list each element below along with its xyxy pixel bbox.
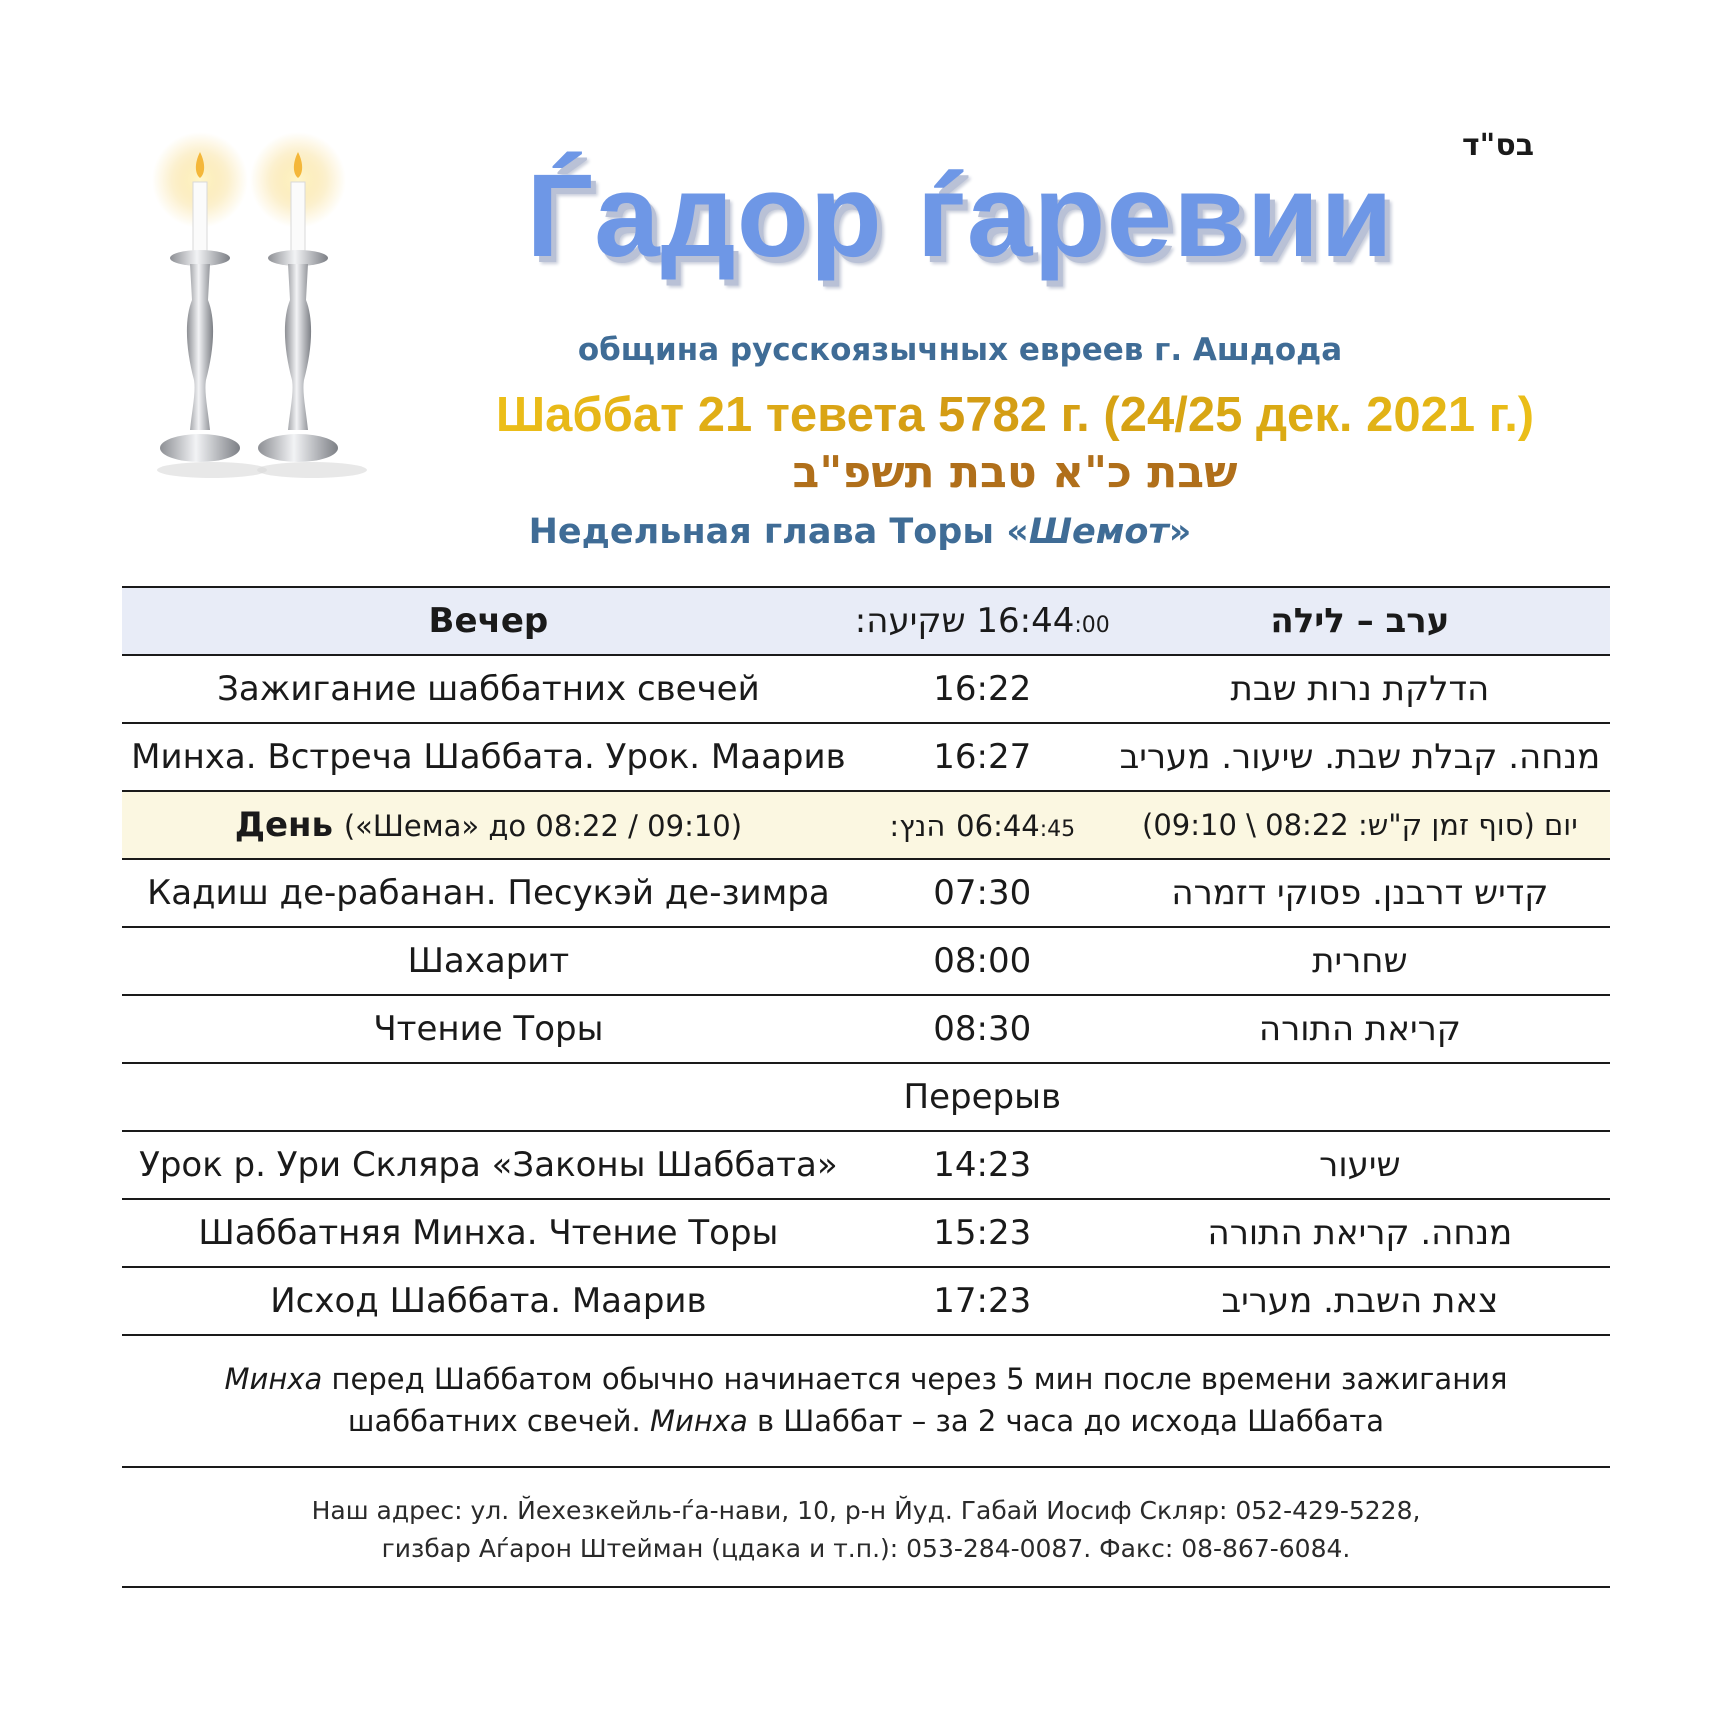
row-time: 08:30: [855, 995, 1110, 1063]
sunset-time: [855, 587, 1110, 655]
row-ru: Кадиш де-рабанан. Песукэй де-зимра: [122, 859, 855, 927]
table-row: [122, 995, 1610, 1063]
table-row: [122, 1199, 1610, 1267]
row-time: 14:23: [855, 1131, 1110, 1199]
sunrise-time-main: 06:44: [956, 809, 1040, 843]
row-he: שחרית: [1110, 927, 1610, 995]
row-time: 08:00: [855, 927, 1110, 995]
weekly-portion: [500, 512, 1220, 552]
parasha-name: Шемот: [1028, 512, 1169, 552]
evening-label-he: ערב – לילה: [1110, 587, 1610, 655]
date-russian: Шаббат 21 тевета 5782 г. (24/25 дек. 2021 г.): [420, 387, 1610, 443]
sunrise-time-seconds: :45: [1039, 817, 1076, 842]
footer-line-1: Наш адрес: ул. Йехезкейль-ѓа-нави, 10, р-н Йуд. Габай Иосиф Скляр: 052-429-5228,: [311, 1496, 1421, 1525]
parasha-prefix: Недельная глава Торы «: [528, 512, 1029, 552]
day-header-row: [122, 791, 1610, 859]
row-he: מנחה. קריאת התורה: [1110, 1199, 1610, 1267]
candlesticks-icon: [150, 130, 380, 500]
row-time: 16:27: [855, 723, 1110, 791]
day-label: [122, 791, 855, 859]
evening-label: Вечер: [122, 587, 855, 655]
table-row: [122, 723, 1610, 791]
day-label-he: יום (סוף זמן ק"ש: 08:22 \ 09:10): [1110, 791, 1610, 859]
sunset-time-seconds: :00: [1074, 613, 1110, 638]
sunrise-time: [855, 791, 1110, 859]
table-row: [122, 655, 1610, 723]
row-ru: Шаббатняя Минха. Чтение Торы: [122, 1199, 855, 1267]
note-minha-2: Минха: [649, 1404, 748, 1438]
sunset-time-main: 16:44: [976, 601, 1075, 641]
row-ru: Шахарит: [122, 927, 855, 995]
break-row: [122, 1063, 1610, 1131]
table-row: [122, 1267, 1610, 1335]
row-time: 17:23: [855, 1267, 1110, 1335]
shema-deadline: («Шема» до 08:22 / 09:10): [343, 809, 743, 843]
row-ru: Исход Шаббата. Маарив: [122, 1267, 855, 1335]
break-empty: [1110, 1063, 1610, 1131]
break-empty: [122, 1063, 855, 1131]
note-part-2: шаббатних свечей.: [347, 1404, 650, 1438]
row-ru: Чтение Торы: [122, 995, 855, 1063]
row-ru: Урок р. Ури Скляра «Законы Шаббата»: [122, 1131, 855, 1199]
day-label-bold: День: [234, 805, 334, 845]
row-time: 07:30: [855, 859, 1110, 927]
minha-note: [122, 1358, 1610, 1442]
contact-footer: [122, 1492, 1610, 1568]
break-label: Перерыв: [855, 1063, 1110, 1131]
row-he: קריאת התורה: [1110, 995, 1610, 1063]
table-row: [122, 859, 1610, 927]
date-hebrew: שבת כ"א טבת תשפ"ב: [792, 447, 1238, 498]
row-he: קדיש דרבנן. פסוקי דזמרה: [1110, 859, 1610, 927]
left-candle: [152, 132, 267, 478]
row-time: 16:22: [855, 655, 1110, 723]
evening-header-row: [122, 587, 1610, 655]
footer-line-2: гизбар Аѓарон Штейман (цдака и т.п.): 053-284-0087. Факс: 08-867-6084.: [381, 1534, 1351, 1563]
schedule-table: [122, 586, 1610, 1336]
divider: [122, 1466, 1610, 1468]
row-he: הדלקת נרות שבת: [1110, 655, 1610, 723]
community-subtitle: община русскоязычных евреев г. Ашдода: [577, 332, 1343, 368]
page-title: Ѓадор ѓаревии: [526, 150, 1394, 282]
row-he: מנחה. קבלת שבת. שיעור. מעריב: [1110, 723, 1610, 791]
row-time: 15:23: [855, 1199, 1110, 1267]
right-candle: [250, 132, 367, 478]
row-he: שיעור: [1110, 1131, 1610, 1199]
bsd-mark: בס"ד: [1462, 128, 1534, 163]
parasha-suffix: »: [1168, 512, 1192, 552]
table-row: [122, 927, 1610, 995]
row-ru: Минха. Встреча Шаббата. Урок. Маарив: [122, 723, 855, 791]
note-part-1: перед Шаббатом обычно начинается через 5 мин после времени зажигания: [322, 1362, 1508, 1396]
row-he: צאת השבת. מעריב: [1110, 1267, 1610, 1335]
divider: [122, 1586, 1610, 1588]
sunset-label: שקיעה:: [854, 601, 966, 641]
note-minha-1: Минха: [224, 1362, 323, 1396]
note-part-3: в Шаббат – за 2 часа до исхода Шаббата: [747, 1404, 1385, 1438]
table-row: [122, 1131, 1610, 1199]
sunrise-label: הנץ:: [889, 809, 946, 843]
row-ru: Зажигание шаббатних свечей: [122, 655, 855, 723]
